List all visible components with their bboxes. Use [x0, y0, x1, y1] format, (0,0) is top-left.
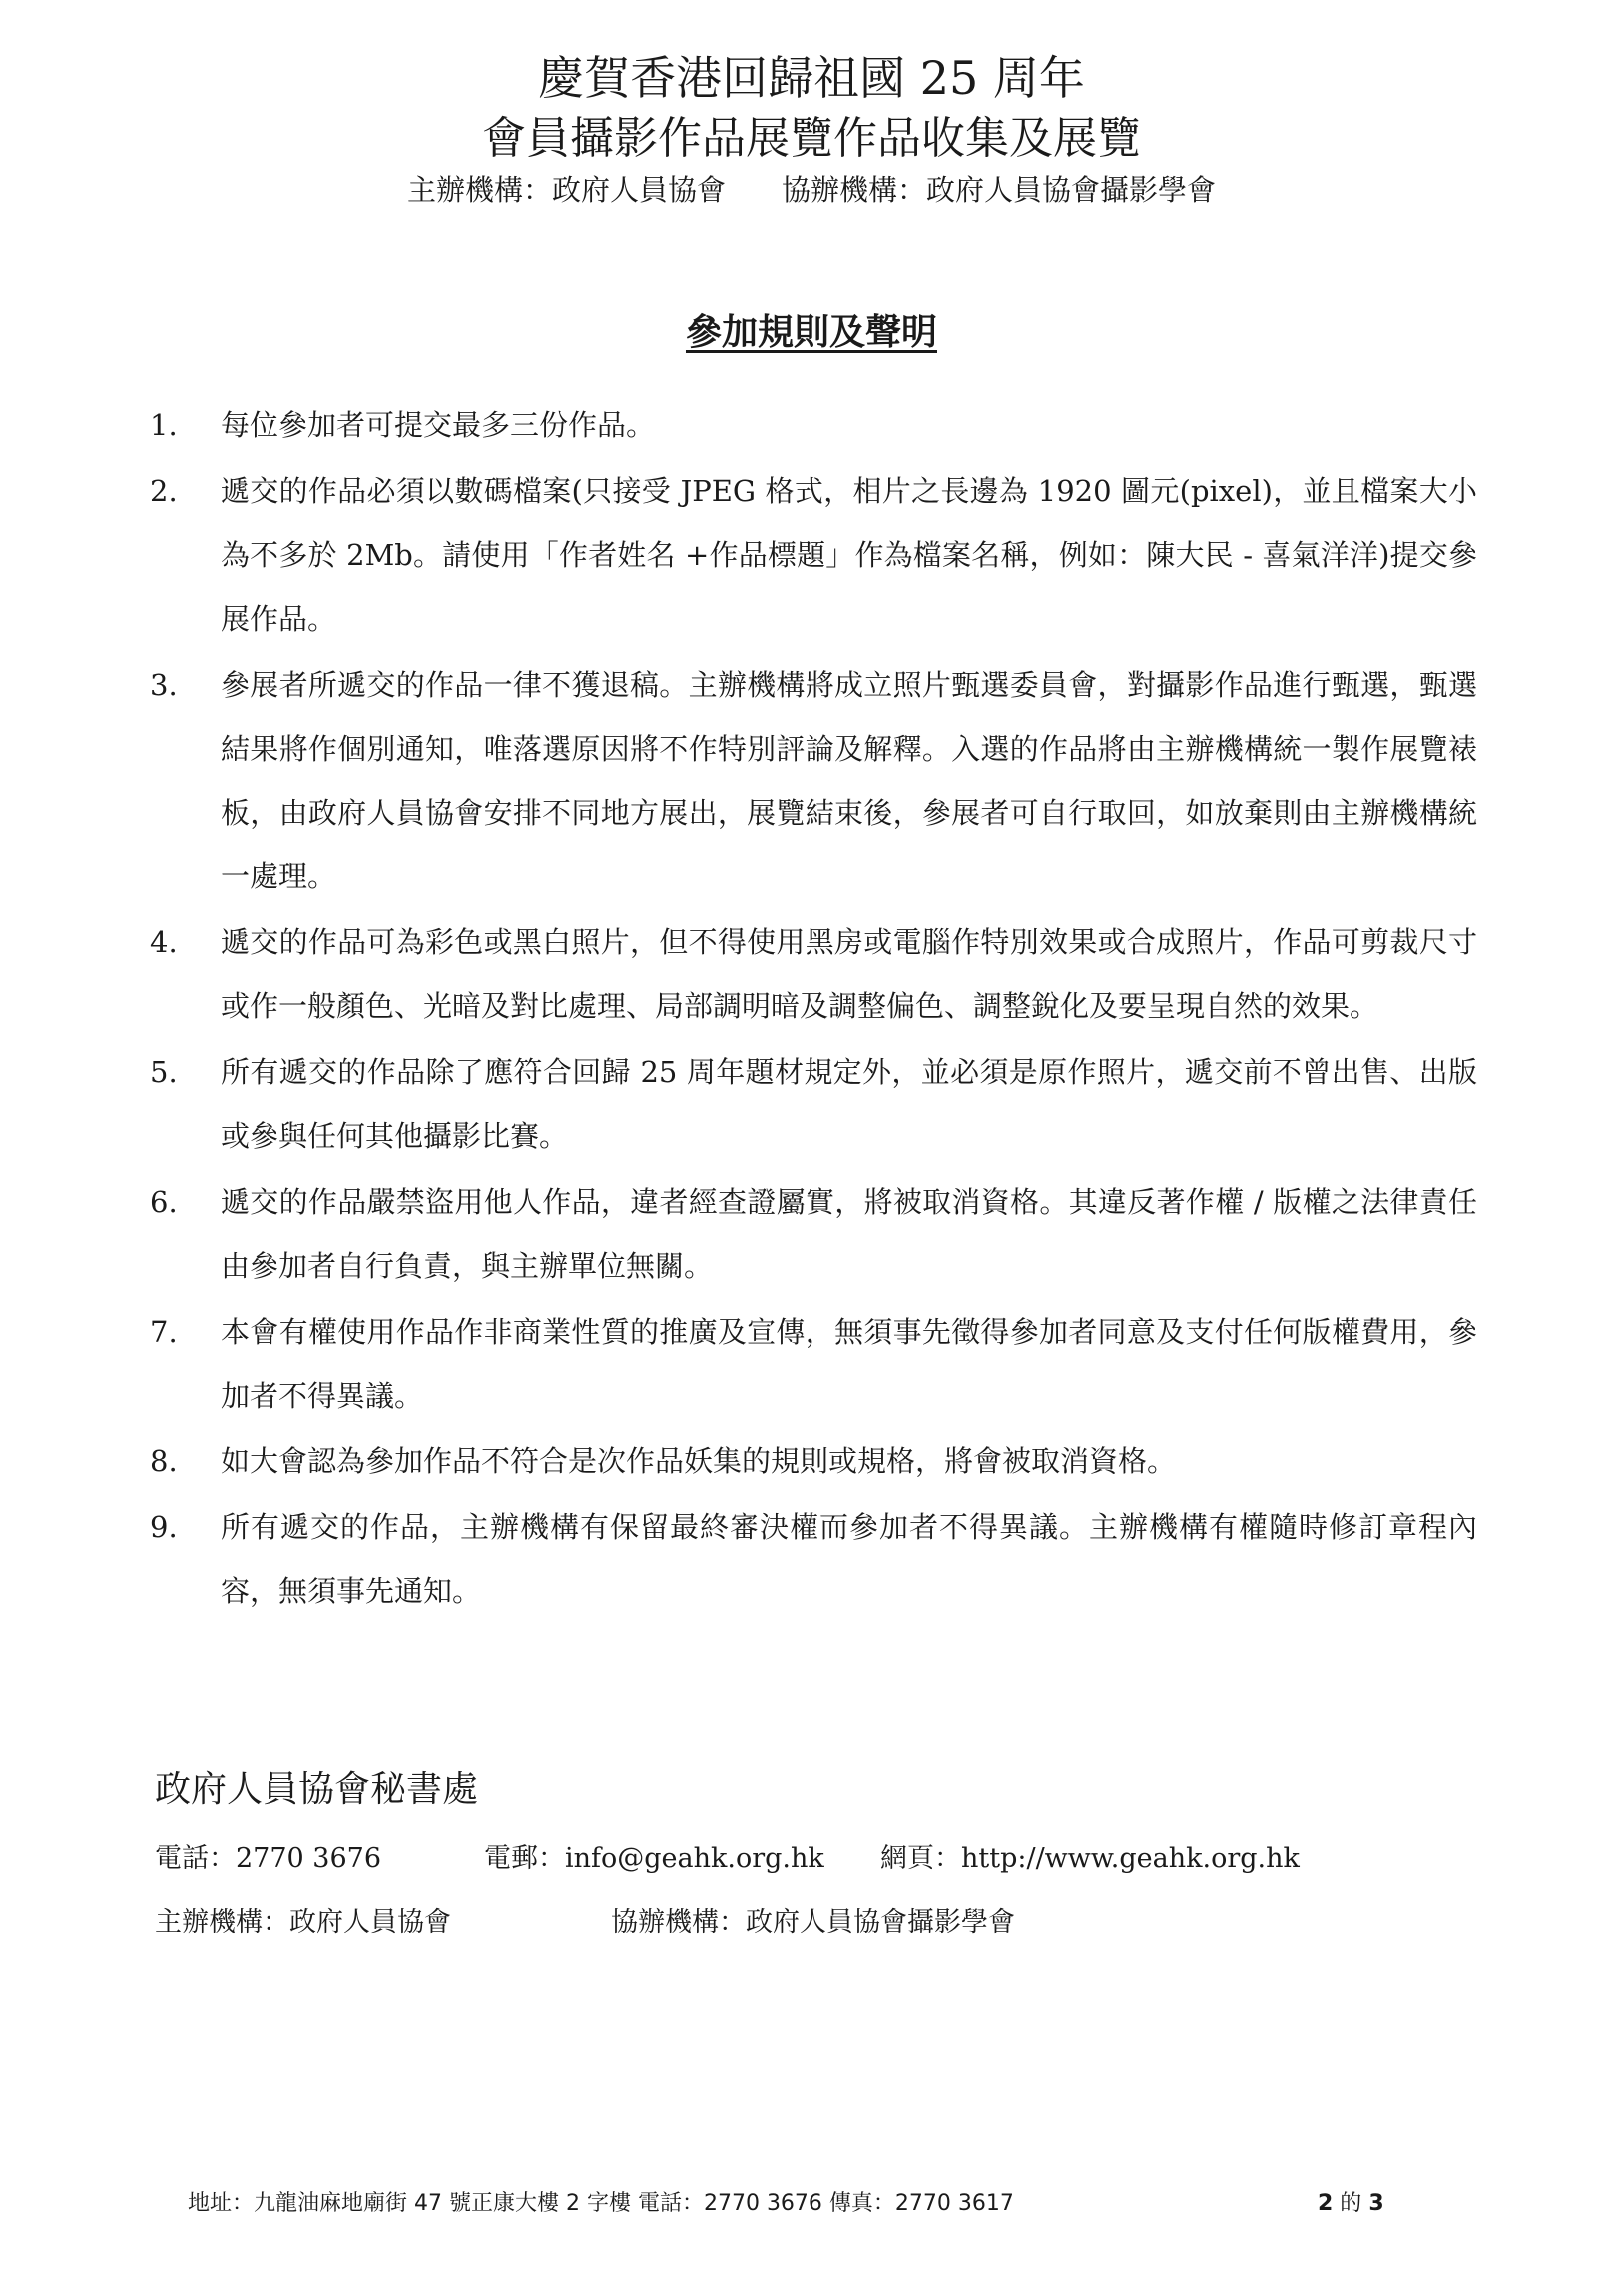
rules-list	[150, 393, 1477, 1625]
contact-phone: 電話：2770 3676	[155, 1843, 382, 1874]
rule-text: 每位參加者可提交最多三份作品。	[221, 408, 656, 442]
co-organizer: 協辦機構：政府人員協會攝影學會	[611, 1907, 1015, 1938]
rule-number: 5.	[150, 1055, 178, 1089]
rule-number: 9.	[150, 1510, 178, 1544]
rule-item-8	[150, 1430, 1477, 1493]
rule-text: 所有遞交的作品除了應符合回歸 25 周年題材規定外，並必須是原作照片，遞交前不曾出售、出版或參與任何其他攝影比賽。	[221, 1055, 1477, 1153]
rule-item-5	[150, 1040, 1477, 1168]
rule-text: 遞交的作品必須以數碼檔案(只接受 JPEG 格式，相片之長邊為 1920 圖元(pixel)，並且檔案大小為不多於 2Mb。請使用「作者姓名 +作品標題」作為檔案名稱，例如：陳大民 - 喜氣洋洋)提交參展作品。	[221, 474, 1477, 636]
rule-item-9	[150, 1495, 1477, 1623]
rule-item-7	[150, 1300, 1477, 1428]
rule-number: 6.	[150, 1185, 178, 1219]
header-organizers	[0, 170, 1623, 210]
header-co-organizer: 協辦機構：政府人員協會攝影學會	[782, 173, 1217, 207]
rule-text: 參展者所遞交的作品一律不獲退稿。主辦機構將成立照片甄選委員會，對攝影作品進行甄選，甄選結果將作個別通知，唯落選原因將不作特別評論及解釋。入選的作品將由主辦機構統一製作展覽裱板，由政府人員協會安排不同地方展出，展覽結束後，參展者可自行取回，如放棄則由主辦機構統一處理。	[221, 668, 1477, 893]
rule-number: 8.	[150, 1444, 178, 1478]
page-number	[1318, 2188, 1384, 2220]
rule-text: 本會有權使用作品作非商業性質的推廣及宣傳，無須事先徵得參加者同意及支付任何版權費用，參加者不得異議。	[221, 1315, 1477, 1413]
rule-number: 4.	[150, 925, 178, 959]
rules-section-title: 參加規則及聲明	[685, 311, 937, 353]
contact-email: 電郵：info@geahk.org.hk	[484, 1843, 824, 1874]
contact-website: 網頁：http://www.geahk.org.hk	[880, 1843, 1300, 1874]
document-header	[0, 48, 1623, 210]
host-organizer: 主辦機構：政府人員協會	[155, 1907, 451, 1938]
rule-item-3	[150, 653, 1477, 908]
rule-number: 1.	[150, 408, 178, 442]
rule-item-6	[150, 1170, 1477, 1298]
event-title: 慶賀香港回歸祖國 25 周年	[538, 51, 1085, 105]
rule-text: 遞交的作品可為彩色或黑白照片，但不得使用黑房或電腦作特別效果或合成照片，作品可剪裁尺寸或作一般顏色、光暗及對比處理、局部調明暗及調整偏色、調整銳化及要呈現自然的效果。	[221, 925, 1477, 1023]
page-total: 3	[1368, 2191, 1384, 2216]
rule-item-4	[150, 910, 1477, 1038]
rule-number: 3.	[150, 668, 178, 702]
event-subtitle: 會員攝影作品展覽作品收集及展覽	[482, 113, 1141, 164]
page-of-separator: 的	[1333, 2191, 1369, 2216]
rule-number: 2.	[150, 474, 178, 508]
rule-item-1	[150, 393, 1477, 457]
page-current: 2	[1318, 2191, 1334, 2216]
footer-address: 地址：九龍油麻地廟街 47 號正康大樓 2 字樓 電話：2770 3676 傳真：2770 3617	[188, 2191, 1014, 2216]
rule-text: 所有遞交的作品，主辦機構有保留最終審決權而參加者不得異議。主辦機構有權隨時修訂章程內容，無須事先通知。	[221, 1510, 1477, 1608]
rule-item-2	[150, 459, 1477, 651]
header-host-organizer: 主辦機構：政府人員協會	[406, 173, 726, 207]
rule-text: 遞交的作品嚴禁盜用他人作品，違者經查證屬實，將被取消資格。其違反著作權 / 版權之法律責任由參加者自行負責，與主辦單位無關。	[221, 1185, 1477, 1283]
rule-number: 7.	[150, 1315, 178, 1349]
rule-text: 如大會認為參加作品不符合是次作品妖集的規則或規格，將會被取消資格。	[221, 1444, 1177, 1478]
secretariat-heading: 政府人員協會秘書處	[155, 1769, 479, 1810]
